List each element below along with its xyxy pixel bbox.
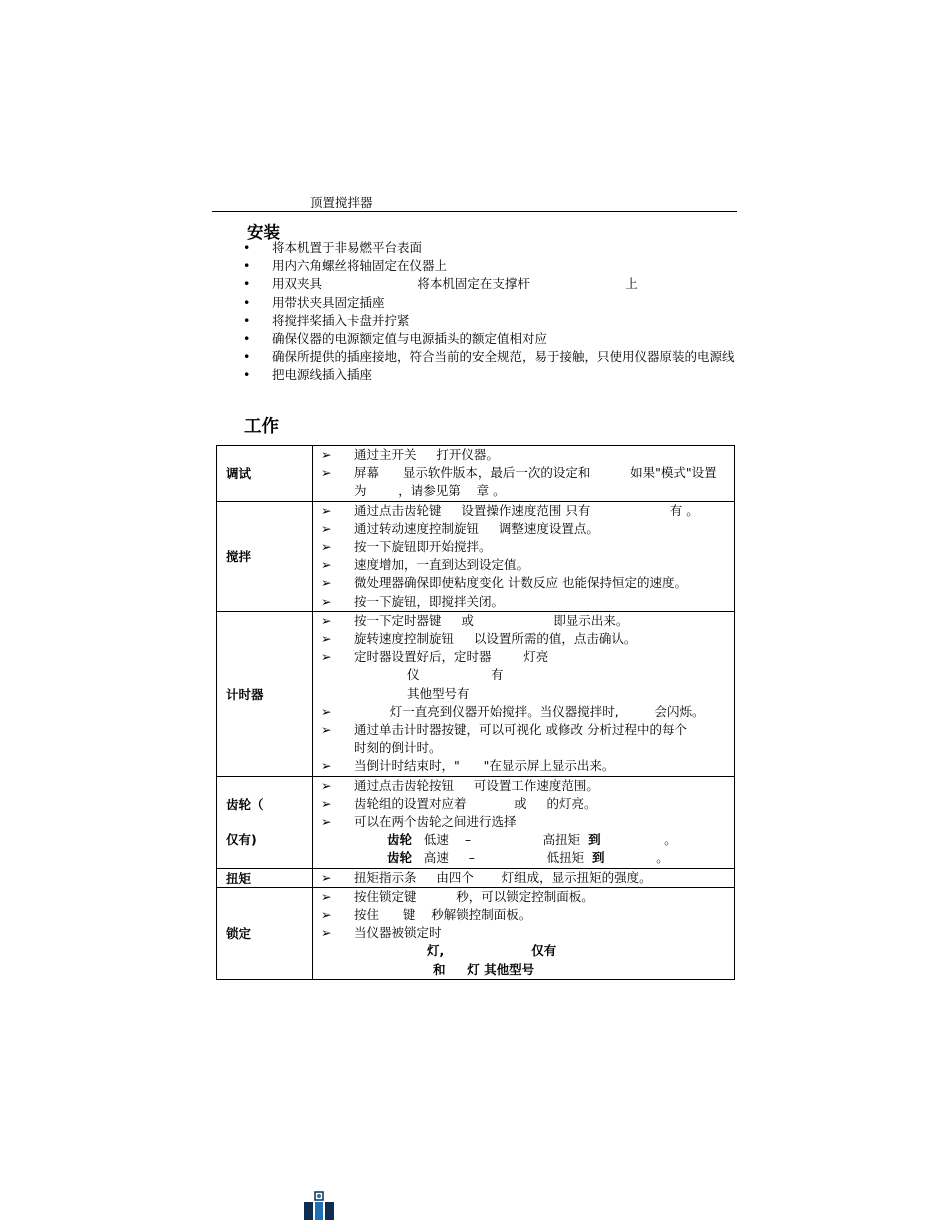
section-title-install: 安装: [247, 223, 280, 242]
arrow-icon: ➢: [321, 631, 332, 647]
arrow-icon: ➢: [321, 777, 332, 793]
list-item: • 将搅拌桨插入卡盘并拧紧: [243, 312, 738, 330]
bullet-icon: •: [243, 276, 251, 292]
header-title: 顶置搅拌器: [310, 195, 373, 210]
list-item: • 确保仪器的电源额定值与电源插头的额定值相对应: [243, 330, 738, 348]
arrow-icon: ➢: [321, 703, 332, 719]
row-label-tiaoshi: 调试: [217, 446, 313, 502]
table-row: [217, 887, 735, 979]
arrow-icon: ➢: [321, 795, 332, 811]
arrow-icon: ➢: [321, 520, 332, 536]
section-title-work: 工作: [244, 417, 279, 437]
arrow-icon: ➢: [321, 649, 332, 665]
row-content: ➢ 按一下定时器键 或 即显示出来。 ➢ 旋转速度控制旋钮 以设置所需的值，点击确认。 ➢ 定时器设置好后，定时器 灯亮 仪 有 其他型号有 ➢ 灯一直亮到仪器开始搅拌。当仪器搅拌时, 会闪烁。 ➢ 通过单击计时器按键，可以可视化 或修改 分析过程中的每个 时刻的倒计时。 ➢ 当倒计时结束时，" "在显示屏上显示出来。: [313, 611, 735, 776]
list-item: • 确保所提供的插座接地，符合当前的安全规范，易于接触，只使用仪器原装的电源线: [243, 348, 738, 366]
company-logo: [303, 1191, 335, 1221]
bullet-icon: •: [243, 258, 251, 274]
row-content: ➢ 按住锁定键 秒，可以锁定控制面板。 ➢ 按住 键 秒解锁控制面板。 ➢ 当仪器被锁定时 灯, 仅有 和 灯 其他型号: [313, 887, 735, 979]
list-item: • 用双夹具 将本机固定在支撑杆 上: [243, 275, 738, 293]
row-label-jiaoban: 搅拌: [217, 501, 313, 611]
install-list: [243, 239, 738, 385]
row-label-timer: 计时器: [217, 611, 313, 776]
bullet-icon: •: [243, 349, 251, 365]
arrow-icon: ➢: [321, 557, 332, 573]
list-item: • 把电源线插入插座: [243, 366, 738, 384]
table-row: [217, 868, 735, 887]
arrow-icon: ➢: [321, 907, 332, 923]
arrow-icon: ➢: [321, 888, 332, 904]
list-item: • 将本机置于非易燃平台表面: [243, 239, 738, 257]
table-row: [217, 776, 735, 868]
row-content: ➢ 扭矩指示条 由四个 灯组成，显示扭矩的强度。: [313, 868, 735, 887]
table-row: [217, 446, 735, 502]
row-label-gear: 齿轮（ 仅有): [217, 776, 313, 868]
arrow-icon: ➢: [321, 612, 332, 628]
table-row: [217, 611, 735, 776]
bullet-icon: •: [243, 331, 251, 347]
bullet-icon: •: [243, 240, 251, 255]
table-row: [217, 501, 735, 611]
arrow-icon: ➢: [321, 869, 332, 885]
arrow-icon: ➢: [321, 758, 332, 774]
arrow-icon: ➢: [321, 722, 332, 738]
bullet-icon: •: [243, 367, 251, 383]
list-item: • 用带状夹具固定插座: [243, 294, 738, 312]
list-item: • 用内六角螺丝将轴固定在仪器上: [243, 257, 738, 275]
arrow-icon: ➢: [321, 925, 332, 941]
row-label-lock: 锁定: [217, 887, 313, 979]
row-content: ➢ 通过主开关 打开仪器。 ➢ 屏幕 显示软件版本，最后一次的设定和 如果"模式"设置 为 ，请参见第 章 。: [313, 446, 735, 502]
row-content: ➢ 通过点击齿轮按钮 可设置工作速度范围。 ➢ 齿轮组的设置对应着 或 的灯亮。 ➢ 可以在两个齿轮之间进行选择 齿轮 低速 – 高扭矩 到 。 齿轮 高速 – 低扭矩 到 。: [313, 776, 735, 868]
arrow-icon: ➢: [321, 502, 332, 518]
arrow-icon: ➢: [321, 447, 332, 462]
arrow-icon: ➢: [321, 539, 332, 555]
header-divider: [212, 211, 737, 212]
arrow-icon: ➢: [321, 465, 332, 481]
bullet-icon: •: [243, 312, 251, 328]
row-content: ➢ 通过点击齿轮键 设置操作速度范围 只有 有 。 ➢ 通过转动速度控制旋钮 调整速度设置点。 ➢ 按一下旋钮即开始搅拌。 ➢ 速度增加，一直到达到设定值。 ➢ 微处理器确保即使粘度变化 计数反应 也能保持恒定的速度。 ➢ 按一下旋钮，即搅拌关闭。: [313, 501, 735, 611]
arrow-icon: ➢: [321, 593, 332, 609]
arrow-icon: ➢: [321, 814, 332, 830]
row-label-torque: 扭矩: [217, 868, 313, 887]
bullet-icon: •: [243, 294, 251, 310]
operation-table: [216, 445, 735, 980]
arrow-icon: ➢: [321, 575, 332, 591]
